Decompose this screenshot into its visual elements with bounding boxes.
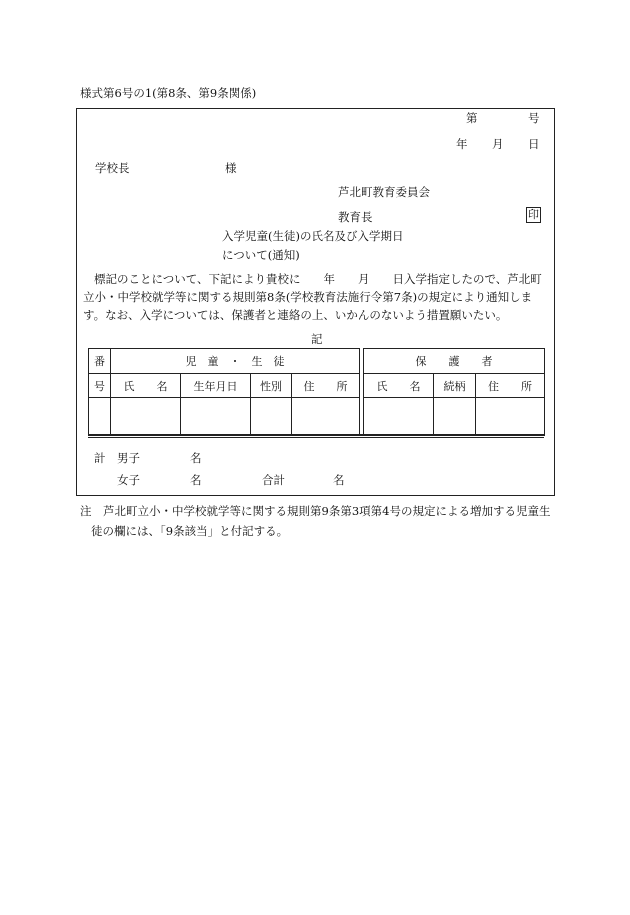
student-address-header: 住 所 <box>292 373 360 398</box>
footnote-line-2: 徒の欄には、「9条該当」と付記する。 <box>91 524 289 538</box>
sender-organization: 芦北町教育委員会 <box>338 185 430 199</box>
date-month: 月 <box>492 137 504 151</box>
ki-heading: 記 <box>311 332 323 346</box>
student-group-header: 児 童 ・ 生 徒 <box>111 349 360 374</box>
addressee: 学校長 <box>95 161 130 175</box>
guardian-relation-header: 続柄 <box>434 373 476 398</box>
table-cell <box>476 398 545 436</box>
form-title: 様式第6号の1(第8条、第9条関係) <box>80 86 257 100</box>
body-text <box>83 270 549 324</box>
honorific: 様 <box>225 161 237 175</box>
female-unit: 名 <box>190 473 202 487</box>
date-day: 日 <box>528 137 540 151</box>
total-label: 計 <box>94 451 106 465</box>
guardian-group-header: 保 護 者 <box>364 349 545 374</box>
table-cell <box>251 398 292 436</box>
seal-icon: 印 <box>528 208 539 221</box>
male-unit: 名 <box>190 451 202 465</box>
footnote <box>80 501 556 541</box>
sender-title: 教育長 <box>338 210 373 224</box>
sum-label: 合計 <box>262 473 285 487</box>
male-label: 男子 <box>117 451 140 465</box>
table-cell <box>364 398 434 436</box>
table-cell <box>89 398 111 436</box>
student-sex-header: 性別 <box>251 373 292 398</box>
student-name-header: 氏 名 <box>111 373 181 398</box>
subject-line-1: 入学児童(生徒)の氏名及び入学期日 <box>222 229 404 243</box>
number-suffix: 号 <box>528 111 540 125</box>
subject-line-2: について(通知) <box>222 248 300 262</box>
sum-unit: 名 <box>333 473 345 487</box>
table-row <box>89 398 545 436</box>
number-prefix: 第 <box>466 111 478 125</box>
table-cell <box>111 398 181 436</box>
number-header-top: 番 <box>89 349 111 374</box>
date-year: 年 <box>456 137 468 151</box>
register-table <box>88 348 545 436</box>
seal-mark <box>526 207 541 223</box>
female-label: 女子 <box>117 473 140 487</box>
table-cell <box>434 398 476 436</box>
guardian-address-header: 住 所 <box>476 373 545 398</box>
footnote-line-1: 注 芦北町立小・中学校就学等に関する規則第9条第3項第4号の規定による増加する児童生 <box>80 504 551 518</box>
body-line-1: 標記のことについて、下記により貴校に 年 月 日入学指定したので、芦北町 <box>94 272 542 286</box>
body-line-2: 立小・中学校就学等に関する規則第8条(学校教育法施行令第7条)の規定により通知しま <box>83 290 533 304</box>
table-cell <box>292 398 360 436</box>
table-cell <box>181 398 251 436</box>
guardian-name-header: 氏 名 <box>364 373 434 398</box>
student-birthdate-header: 生年月日 <box>181 373 251 398</box>
double-rule <box>88 434 544 438</box>
number-header-bottom: 号 <box>89 373 111 398</box>
body-line-3: す。なお、入学については、保護者と連絡の上、いかんのないよう措置願いたい。 <box>83 308 508 322</box>
